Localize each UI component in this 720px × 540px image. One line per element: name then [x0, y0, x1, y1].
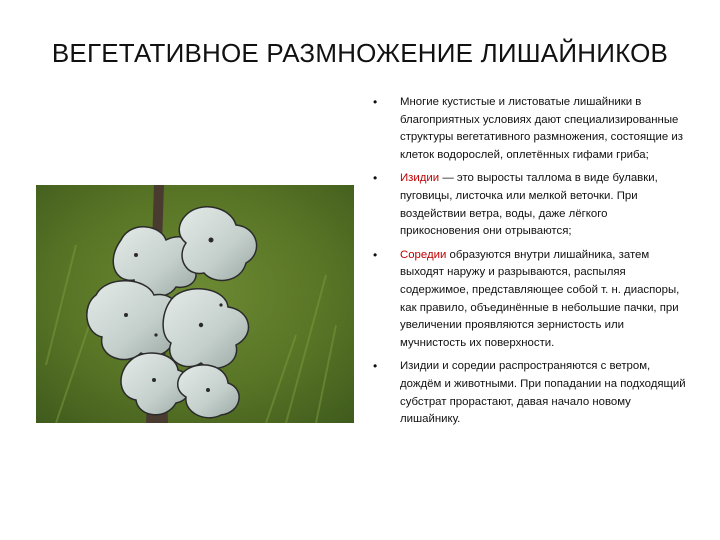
bullet-item — [370, 94, 688, 164]
bullet-item — [370, 358, 688, 428]
bullet-marker: • — [373, 171, 378, 186]
bullet-list — [370, 94, 688, 435]
bullet-marker: • — [373, 95, 378, 109]
bullet-item — [370, 247, 688, 353]
bullet-term-izidii: Изидии — [400, 172, 440, 185]
lichen-photo — [36, 185, 354, 423]
bullet-text: образуются внутри лишайника, затем выходят наружу и разрываются, распыляя содержимое, представляющее собой т. н. диаспоры, как правило, объединённые в небольшие пачки, при увеличении проявляются зернистость или мучнистость их поверхности. — [400, 248, 680, 349]
bullet-marker: • — [373, 359, 378, 374]
bullet-text: — это выросты таллома в виде булавки, пуговицы, листочка или мелкой веточки. При воздействии ветра, воды, даже лёгкого прикосновения они отрываются; — [400, 172, 658, 238]
bullet-item — [370, 170, 688, 240]
bullet-text: Изидии и соредии распространяются с ветром, дождём и животными. При попадании на подходящий субстрат прорастают, давая начало новому лишайнику. — [400, 360, 686, 426]
bullet-marker: • — [373, 247, 378, 262]
bullet-text: Многие кустистые и листоватые лишайники в благоприятных условиях дают специализированные структуры вегетативного размножения, состоящие из клеток водорослей, оплетённых гифами гриба; — [400, 96, 683, 161]
bullet-term-soredii: Соредии — [400, 248, 447, 261]
slide-title: ВЕГЕТАТИВНОЕ РАЗМНОЖЕНИЕ ЛИШАЙНИКОВ — [51, 38, 669, 68]
